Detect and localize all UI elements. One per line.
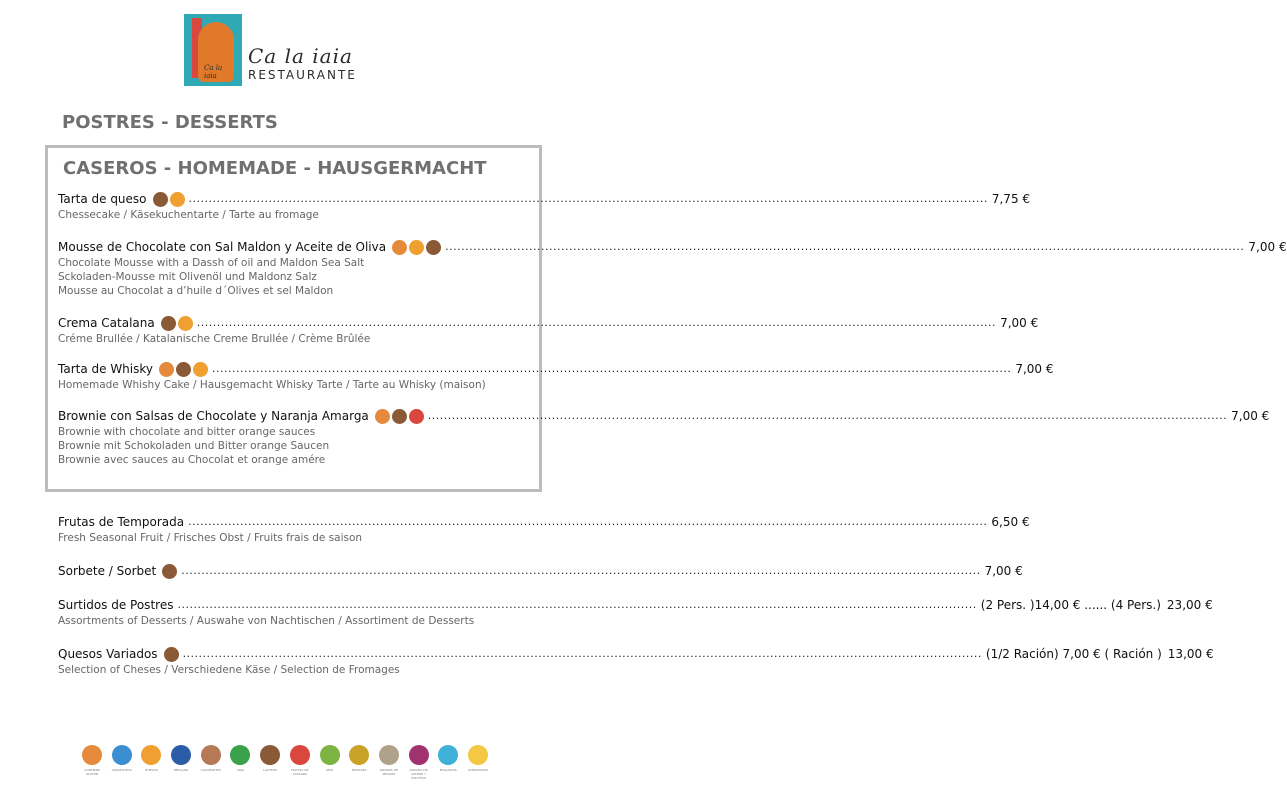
allergen-icon bbox=[409, 240, 424, 255]
allergen-label: APIO bbox=[325, 768, 334, 772]
allergen-legend-item bbox=[110, 745, 134, 780]
dot-leader: ........................................................................................................................................................................................................ bbox=[182, 647, 982, 660]
allergen-icon bbox=[82, 745, 102, 765]
allergen-icon bbox=[112, 745, 132, 765]
allergen-label: HUEVOS bbox=[145, 768, 158, 772]
dot-leader: ........................................................................................................................................................................................................ bbox=[212, 362, 1012, 375]
dish-price: 23,00 € bbox=[1166, 598, 1213, 612]
allergen-icon bbox=[409, 409, 424, 424]
allergen-icon bbox=[162, 564, 177, 579]
allergen-icon bbox=[438, 745, 458, 765]
logo-mark-text: Ca la iaia bbox=[204, 64, 223, 80]
menu-item-line bbox=[58, 513, 1030, 531]
menu-item bbox=[58, 513, 1030, 545]
allergen-icons bbox=[162, 564, 177, 579]
dot-leader: ........................................................................................................................................................................................................ bbox=[445, 240, 1245, 253]
logo-name: Ca la iaia bbox=[248, 44, 353, 68]
allergen-icon bbox=[375, 409, 390, 424]
dish-description: Brownie mit Schokoladen und Bitter orange Saucen bbox=[58, 440, 330, 452]
dish-name: Sorbete / Sorbet bbox=[58, 564, 157, 578]
allergen-icon bbox=[170, 192, 185, 207]
allergen-label: ALTRAMUCES bbox=[468, 768, 488, 772]
allergen-legend-item bbox=[199, 745, 223, 780]
menu-item-line bbox=[58, 596, 1213, 614]
allergen-legend-item bbox=[377, 745, 401, 780]
allergen-legend-item bbox=[466, 745, 490, 780]
dish-price: 7,00 € bbox=[984, 564, 1023, 578]
dish-name: Crema Catalana bbox=[58, 316, 155, 330]
logo-mark bbox=[184, 14, 242, 86]
dish-name: Brownie con Salsas de Chocolate y Naranja Amarga bbox=[58, 409, 369, 423]
dish-price: 7,00 € bbox=[1000, 316, 1039, 330]
dish-name: Quesos Variados bbox=[58, 647, 158, 661]
dish-description: Selection of Cheses / Verschiedene Käse / Selection de Fromages bbox=[58, 664, 400, 676]
menu-item-line bbox=[58, 407, 1270, 425]
allergen-legend-item bbox=[288, 745, 312, 780]
allergen-legend-item bbox=[139, 745, 163, 780]
dish-name: Surtidos de Postres bbox=[58, 598, 174, 612]
allergen-legend-item bbox=[258, 745, 282, 780]
allergen-icon bbox=[171, 745, 191, 765]
dish-price: 7,00 € bbox=[1231, 409, 1270, 423]
allergen-icon bbox=[392, 409, 407, 424]
dish-description: Fresh Seasonal Fruit / Frisches Obst / Fruits frais de saison bbox=[58, 532, 363, 544]
dish-description: Homemade Whishy Cake / Hausgemacht Whisky Tarte / Tarte au Whisky (maison) bbox=[58, 379, 486, 391]
allergen-label: MOSTAZA bbox=[351, 768, 367, 772]
allergen-icon bbox=[260, 745, 280, 765]
dish-price: 6,50 € bbox=[991, 515, 1030, 529]
allergen-icon bbox=[176, 362, 191, 377]
allergen-icon bbox=[193, 362, 208, 377]
logo-subtitle: RESTAURANTE bbox=[248, 68, 357, 82]
menu-item-line bbox=[58, 314, 1039, 332]
allergen-icons bbox=[161, 316, 193, 331]
allergen-icons bbox=[159, 362, 208, 377]
dish-description: Brownie avec sauces au Chocolat et orange amére bbox=[58, 454, 326, 466]
menu-item bbox=[58, 238, 1287, 298]
section-title: CASEROS - HOMEMADE - HAUSGERMACHT bbox=[63, 158, 487, 179]
allergen-legend-item bbox=[228, 745, 252, 780]
allergen-label: CONTIENE GLUTEN bbox=[84, 768, 100, 776]
allergen-label: CRUSTÁCEOS bbox=[111, 768, 132, 772]
portion-prices: (1/2 Ración) 7,00 € ( Ración ) bbox=[985, 647, 1162, 661]
allergen-icon bbox=[409, 745, 429, 765]
allergen-icon bbox=[153, 192, 168, 207]
dish-description: Assortments of Desserts / Auswahe von Nachtischen / Assortiment de Desserts bbox=[58, 615, 475, 627]
allergen-label: MOLUSCOS bbox=[439, 768, 457, 772]
menu-item bbox=[58, 314, 1039, 346]
allergen-icon bbox=[159, 362, 174, 377]
allergen-label: CACAHUETES bbox=[200, 768, 221, 772]
dish-description: Chocolate Mousse with a Dassh of oil and Maldon Sea Salt bbox=[58, 257, 365, 269]
dot-leader: ........................................................................................................................................................................................................ bbox=[177, 598, 977, 611]
dish-name: Tarta de queso bbox=[58, 192, 147, 206]
allergen-icons bbox=[392, 240, 441, 255]
allergen-icon bbox=[230, 745, 250, 765]
allergen-label: SOJA bbox=[236, 768, 245, 772]
dish-name: Frutas de Temporada bbox=[58, 515, 185, 529]
dish-name: Tarta de Whisky bbox=[58, 362, 153, 376]
allergen-label: PESCADO bbox=[173, 768, 189, 772]
menu-item bbox=[58, 596, 1213, 628]
menu-item bbox=[58, 645, 1214, 677]
allergen-label: GRANOS DE SÉSAMO bbox=[379, 768, 398, 776]
allergen-legend-item bbox=[407, 745, 431, 780]
allergen-icon bbox=[379, 745, 399, 765]
allergen-icon bbox=[426, 240, 441, 255]
menu-item-line bbox=[58, 645, 1214, 663]
dish-price: 13,00 € bbox=[1167, 647, 1214, 661]
dot-leader: ........................................................................................................................................................................................................ bbox=[181, 564, 981, 577]
dish-description: Sckoladen-Mousse mit Olivenöl und Maldonz Salz bbox=[58, 271, 317, 283]
allergen-label: DIÓXIDO DE AZUFRE Y SULFITOS bbox=[409, 768, 428, 780]
dot-leader: ........................................................................................................................................................................................................ bbox=[188, 515, 988, 528]
menu-item bbox=[58, 190, 1031, 222]
menu-item-line bbox=[58, 562, 1023, 580]
allergen-icon bbox=[164, 647, 179, 662]
allergen-icon bbox=[468, 745, 488, 765]
allergen-icons bbox=[153, 192, 185, 207]
allergen-legend-item bbox=[347, 745, 371, 780]
dish-price: 7,00 € bbox=[1248, 240, 1287, 254]
page-title: POSTRES - DESSERTS bbox=[62, 112, 278, 133]
portion-prices: (2 Pers. )14,00 € ...... (4 Pers.) bbox=[980, 598, 1161, 612]
dot-leader: ........................................................................................................................................................................................................ bbox=[427, 409, 1228, 422]
allergen-icon bbox=[178, 316, 193, 331]
dish-description: Brownie with chocolate and bitter orange sauces bbox=[58, 426, 316, 438]
menu-item bbox=[58, 360, 1054, 392]
allergen-icons bbox=[375, 409, 424, 424]
dish-description: Créme Brullée / Katalanische Creme Brullée / Crème Brûlée bbox=[58, 333, 371, 345]
menu-item-line bbox=[58, 190, 1031, 208]
dish-description: Mousse au Chocolat a d’huile d´Olives et sel Maldon bbox=[58, 285, 334, 297]
allergen-icon bbox=[290, 745, 310, 765]
menu-item-line bbox=[58, 238, 1287, 256]
allergen-icons bbox=[164, 647, 179, 662]
allergen-legend-item bbox=[318, 745, 342, 780]
dish-price: 7,75 € bbox=[991, 192, 1031, 206]
allergen-legend-item bbox=[80, 745, 104, 780]
allergen-label: FRUTOS DE CÁSCARA bbox=[291, 768, 309, 776]
allergen-icon bbox=[141, 745, 161, 765]
allergen-icon bbox=[349, 745, 369, 765]
allergen-icon bbox=[201, 745, 221, 765]
dish-description: Chessecake / Käsekuchentarte / Tarte au fromage bbox=[58, 209, 319, 221]
dish-price: 7,00 € bbox=[1015, 362, 1054, 376]
allergen-legend-item bbox=[436, 745, 460, 780]
restaurant-logo bbox=[184, 14, 372, 86]
dish-name: Mousse de Chocolate con Sal Maldon y Aceite de Oliva bbox=[58, 240, 387, 254]
menu-item bbox=[58, 562, 1023, 580]
dot-leader: ........................................................................................................................................................................................................ bbox=[196, 316, 997, 329]
menu-item bbox=[58, 407, 1270, 467]
allergen-icon bbox=[161, 316, 176, 331]
allergen-legend bbox=[80, 745, 490, 780]
allergen-icon bbox=[392, 240, 407, 255]
allergen-icon bbox=[320, 745, 340, 765]
dot-leader: ........................................................................................................................................................................................................ bbox=[188, 192, 988, 205]
menu-item-line bbox=[58, 360, 1054, 378]
allergen-label: LÁCTEOS bbox=[263, 768, 278, 772]
allergen-legend-item bbox=[169, 745, 193, 780]
